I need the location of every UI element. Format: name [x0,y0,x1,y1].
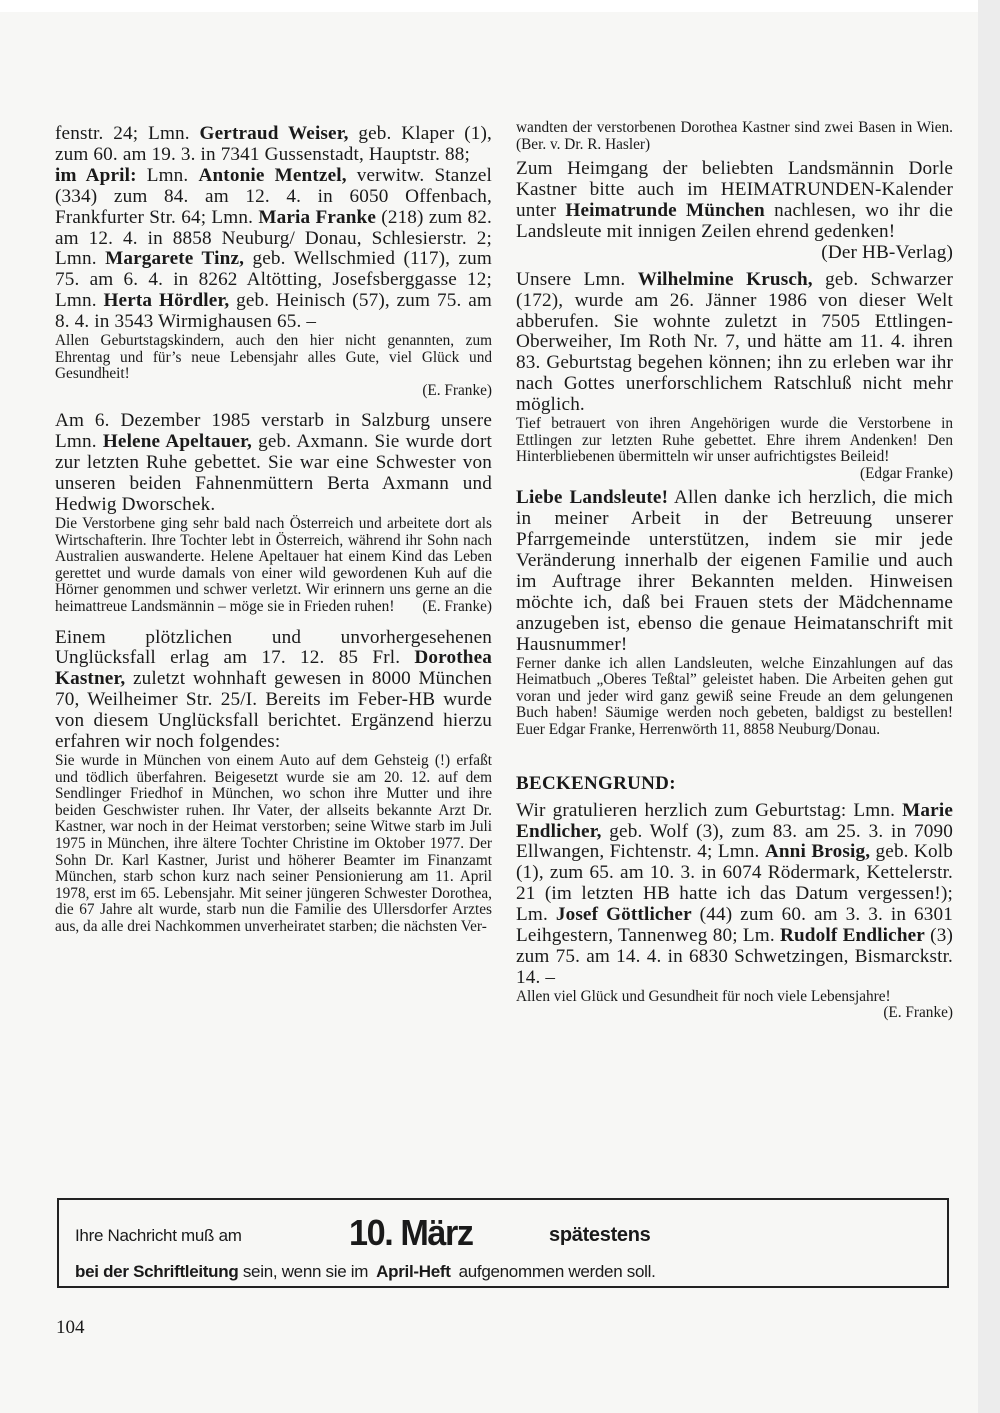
text-run: Wir gratulieren herzlich zum Geburtstag: Lmn. [516,799,903,821]
text-run: geb. Heinisch (57), zum 75. am 8. 4. in 3543 Wirmighausen 65. – [55,290,492,333]
paragraph [55,166,492,333]
text-run: fenstr. 24; Lmn. [55,123,200,144]
page-number: 104 [56,1317,85,1338]
text-run: Sie wurde in München von einem Auto auf dem Gehsteig (!) erfaßt und tödlich überfahren. Beigesetzt wurde sie am 20. 12. auf dem Sendlinger Friedhof in München, wo schon ihre Mutter und ihre beiden Geschwister ruhen. Ihr Vater, der allseits bekannte Arzt Dr. Kastner, war noch in der Heimat verstorben; seine Witwe starb im Juli 1975 in München, ihre ältere Tochter Christine im Oktober 1977. Der Sohn Dr. Karl Kastner, Jurist und höherer Beamter im Finanzamt München, starb schon kurz nach seiner Pensionierung am 11. April 1978, erst im 65. Lebensjahr. Mit seiner jüngeren Schwester Dorothea, die 67 Jahre alt wurde, starb nun die Familie des Ullersdorfer Arztes aus, da alle drei Nachkommen unverheiratet starben; die nächsten Ver- [55,751,492,935]
paragraph [516,416,953,466]
bold-name: Liebe Landsleute! [516,487,669,509]
text-run: (44) zum 60. am 3. 3. in 6301 Leihgestern, Tannenweg 80; Lm. [516,904,953,947]
paragraph [516,270,953,416]
signature: (E. Franke) [422,597,492,615]
bold-name: Margarete Tinz, [105,248,245,270]
signature [516,466,953,483]
text-run: Lmn. [136,164,199,186]
text-run: geb. Axmann. Sie wurde dort zur letzten Ruhe gebettet. Sie war eine Schwester von unseren beiden Fahnenmüttern Berta Axmann und Hedwig Dworschek. [55,431,492,516]
text-run: Allen danke ich herzlich, die mich in meiner Arbeit in der Betreuung unserer Pfarrgemeinde unterstützen, indem sie mir jede Veränderung innerhalb der eigenen Familie und auch im Auftrage ihrer Bekannten melden. Hinweisen möchte ich, daß bei Frauen stets der Mädchenname anzugeben ist, ebenso die genaue Heimatanschrift mit Hausnummer! [516,487,953,655]
text-run: (Edgar Franke) [859,464,953,482]
bold-name: Wilhelmine Krusch, [637,268,813,290]
scan-top-margin [0,0,978,12]
text-run: nachlesen, wo ihr die Landsleute mit innigen Zeilen ehrend gedenken! [516,200,954,242]
bold-name: im April: [55,164,137,186]
paragraph [516,989,953,1022]
bold-name: Antonie Mentzel, [198,164,347,186]
signature [516,243,953,264]
bold-name: Rudolf Endlicher [779,925,925,947]
text-run: Unsere Lmn. [516,268,638,290]
text-run: geb. Schwarzer (172), wurde am 26. Jänner 1986 von dieser Welt abberufen. Sie wohnte zuletzt in 7505 Ettlingen-Oberweiher, Im Roth Nr. 7, und hätte am 11. 4. ihren 83. Geburtstag begehen können; ihn zu erleben war ihr nach Gottes unerforschlichem Ratschluß nicht mehr möglich. [516,268,953,416]
paragraph [55,333,492,383]
notice-line2 [75,1262,656,1282]
text-run: Am 6. Dezember 1985 verstarb in Salzburg unsere Lmn. [55,410,492,453]
text-run: Ferner danke ich allen Landsleuten, welche Einzahlungen auf das Heimatbuch „Oberes Teßtal” geleistet haben. Die Arbeiten gehen gut voran und jeder wird ganz gewiß seine Freude an dem gelungenen Buch haben! Säumige werden noch gebeten, baldigst zu bestellen! Euer Edgar Franke, Herrenwörth 11, 8858 Neuburg/Donau. [516,654,953,739]
paragraph [55,411,492,516]
notice-editorial-office: bei der Schriftleitung [75,1262,239,1281]
paragraph [516,120,953,153]
left-column [55,124,492,936]
right-column [516,120,953,1022]
text-run: Tief betrauert von ihren Angehörigen wurde die Verstorbene in Ettlingen zur letzten Ruhe gebettet. Ehre ihrem Andenken! Den Hinterbliebenen übermitteln wir unser aufrichtigstes Beileid! [516,415,953,466]
text-run: geb. Wolf (3), zum 83. am 25. 3. in 7090 Ellwangen, Fichtenstr. 4; Lmn. [516,820,953,863]
paragraph [55,628,492,753]
notice-line1-prefix: Ihre Nachricht muß am [75,1226,242,1245]
text-run: wandten der verstorbenen Dorothea Kastner sind zwei Basen in Wien. (Ber. v. Dr. R. Hasler) [516,119,953,153]
paragraph [516,656,953,739]
text-run: (Der HB-Verlag) [821,241,953,263]
text-run: verwitw. Stanzel (334) zum 84. am 12. 4. in 6050 Offenbach, Frankfurter Str. 64; Lmn. [55,164,492,228]
bold-name: Maria Franke [258,206,377,228]
bold-name: Herta Hördler, [103,290,230,312]
text-run: Allen viel Glück und Gesundheit für noch viele Lebensjahre! [516,987,891,1005]
section-heading [516,773,953,795]
text-run: zuletzt wohnhaft gewesen in 8000 München 70, Weilheimer Str. 25/I. Bereits im Feber-HB wurde von diesem Unglücksfall berichtet. Ergänzend hierzu erfahren wir noch folgendes: [55,668,492,753]
signature: (E. Franke) [883,1004,953,1022]
notice-deadline-date: 10. März [349,1212,473,1253]
paragraph [516,801,953,989]
text-run: geb. Klaper (1), zum 60. am 19. 3. in 7341 Gussenstadt, Hauptstr. 88; [55,123,492,165]
text-run: (218) zum 82. am 12. 4. in 8858 Neuburg/ Donau, Schlesierstr. 2; Lmn. [55,206,492,270]
text-run: (3) zum 75. am 14. 4. in 6830 Schwetzingen, Bismarckstr. 14. – [516,925,953,988]
text-run: geb. Wellschmied (117), zum 75. am 6. 4. in 8262 Altötting, Josefsberggasse 12; Lmn. [55,248,492,312]
text-run: (E. Franke) [422,381,492,399]
notice-line1-suffix: spätestens [549,1224,651,1246]
paragraph [516,159,953,243]
text-run: Einem plötzlichen und unvorhergesehenen Unglücksfall erlag am 17. 12. 85 Frl. [55,626,492,669]
paragraph [55,124,492,166]
paragraph [55,753,492,936]
bold-name: Anni Brosig, [764,841,871,863]
bold-name: Josef Göttlicher [555,904,692,926]
paragraph [55,516,492,616]
notice-issue-name: April-Heft [376,1262,451,1281]
bold-name: BECKENGRUND: [516,772,676,794]
paragraph [516,488,953,655]
text-run: geb. Kolb (1), zum 65. am 10. 3. in 6074 Rödermark, Kettelerstr. 21 (im letzten HB hatte ich das Datum vergessen!); Lm. [516,841,953,926]
text-run: Die Verstorbene ging sehr bald nach Österreich und arbeitete dort als Wirtschafterin. Ihre Tochter lebt in Österreich, während ihr Sohn nach Australien auswanderte. Helene Apeltauer hat einem Kind das Leben gerettet und wurde damals von einer wild gewordenen Kuh auf die Hörner genommen und schwer verletzt. Wir erinnern uns gerne an die heimattreue Landsmännin – möge sie in Frieden ruhen! [55,514,492,615]
text-run: Zum Heimgang der beliebten Landsmännin Dorle Kastner bitte auch im HEIMATRUNDEN-Kalender unter [516,158,953,221]
bold-name: Helene Apeltauer, [102,431,252,453]
bold-name: Gertraud Weiser, [199,123,349,144]
bold-name: Heimatrunde München [565,200,765,221]
text-run: Allen Geburtstagskindern, auch den hier nicht genannten, zum Ehrentag und für’s neue Lebensjahr alles Gute, viel Glück und Gesundheit! [55,332,492,383]
notice-line2-end: aufgenommen werden soll. [458,1262,656,1281]
signature [55,383,492,400]
bold-name: Marie Endlicher, [516,799,953,842]
deadline-notice-box [57,1198,949,1288]
notice-line2-text: sein, wenn sie im [242,1262,369,1281]
bold-name: Dorothea Kastner, [55,647,492,690]
